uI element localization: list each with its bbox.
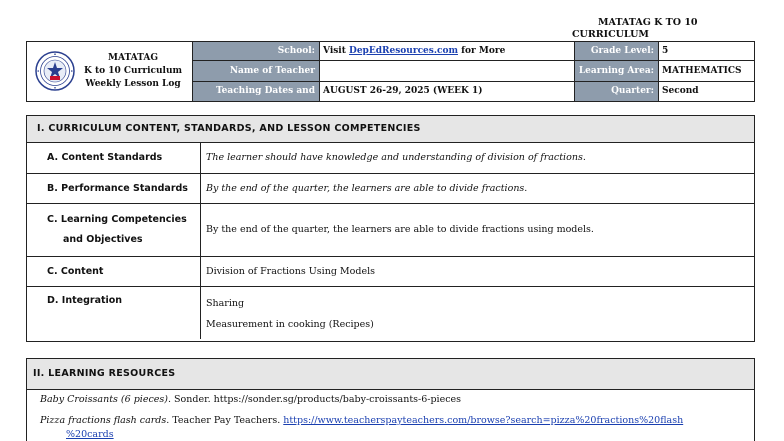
lesson-log-title — [75, 52, 191, 91]
logo-text-line3: Weekly Lesson Log — [85, 79, 181, 89]
resource-source: Teacher Pay Teachers. — [172, 415, 281, 426]
learning-competencies-label-line1: C. Learning Competencies — [47, 214, 187, 225]
quarter-label: Quarter: — [575, 82, 659, 101]
curriculum-section — [26, 115, 755, 342]
integration-row — [27, 287, 754, 339]
resource-item — [40, 414, 760, 428]
school-prefix: Visit — [323, 46, 346, 56]
corner-label-line2: CURRICULUM — [572, 29, 649, 40]
learning-area-value: MATHEMATICS — [659, 61, 754, 82]
integration-value-line1: Sharing — [206, 298, 245, 309]
deped-seal-icon — [35, 51, 75, 91]
teaching-dates-label: Teaching Dates and Time: — [193, 82, 320, 101]
grade-level-label: Grade Level: — [575, 42, 659, 61]
resource-link-line2[interactable]: %20cards — [66, 429, 114, 440]
content-label: C. Content — [27, 257, 201, 286]
content-row — [27, 257, 754, 287]
school-value — [320, 42, 575, 61]
resource-link-continued — [66, 428, 114, 441]
grade-level-value: 5 — [659, 42, 754, 61]
resource-title: Pizza fractions flash cards. — [40, 415, 170, 426]
integration-value-line2: Measurement in cooking (Recipes) — [206, 319, 374, 330]
learning-competencies-label-line2: and Objectives — [63, 234, 143, 245]
learning-competencies-label — [27, 204, 201, 256]
school-label: School: — [193, 42, 320, 61]
teacher-value — [320, 61, 575, 82]
section-title-curriculum: I. CURRICULUM CONTENT, STANDARDS, AND LESSON COMPETENCIES — [27, 116, 754, 143]
performance-standards-label: B. Performance Standards — [27, 174, 201, 203]
learning-competencies-value: By the end of the quarter, the learners are able to divide fractions using models. — [206, 224, 594, 235]
resource-title: Baby Croissants (6 pieces). — [40, 394, 171, 405]
lesson-log-header — [26, 41, 755, 114]
logo-text-line2: K to 10 Curriculum — [83, 66, 183, 76]
content-standards-label: A. Content Standards — [27, 143, 201, 173]
performance-standards-row — [27, 174, 754, 204]
quarter-value: Second — [659, 82, 754, 101]
content-standards-value: The learner should have knowledge and understanding of division of fractions. — [206, 152, 586, 163]
teacher-label: Name of Teacher — [193, 61, 320, 82]
content-value: Division of Fractions Using Models — [206, 266, 375, 277]
learning-area-label: Learning Area: — [575, 61, 659, 82]
integration-label: D. Integration — [27, 287, 201, 339]
curriculum-corner-label — [572, 17, 712, 41]
performance-standards-value: By the end of the quarter, the learners are able to divide fractions. — [206, 183, 528, 194]
resource-link[interactable]: https://www.teacherspayteachers.com/browse?search=pizza%20fractions%20flash — [283, 415, 684, 426]
depedresources-link[interactable]: DepEdResources.com — [349, 46, 458, 56]
school-suffix: for More — [461, 46, 506, 56]
corner-label-line1: MATATAG K TO 10 — [598, 17, 698, 28]
section-title-resources: II. LEARNING RESOURCES — [27, 359, 754, 390]
resource-item — [40, 393, 461, 407]
logo-text-line1: MATATAG — [107, 53, 159, 63]
learning-competencies-row — [27, 204, 754, 257]
integration-value — [201, 287, 754, 339]
logo-cell — [27, 42, 193, 101]
content-standards-row — [27, 143, 754, 174]
resource-source: Sonder. https://sonder.sg/products/baby-croissants-6-pieces — [174, 394, 462, 405]
teaching-dates-value: AUGUST 26-29, 2025 (WEEK 1) — [320, 82, 575, 101]
